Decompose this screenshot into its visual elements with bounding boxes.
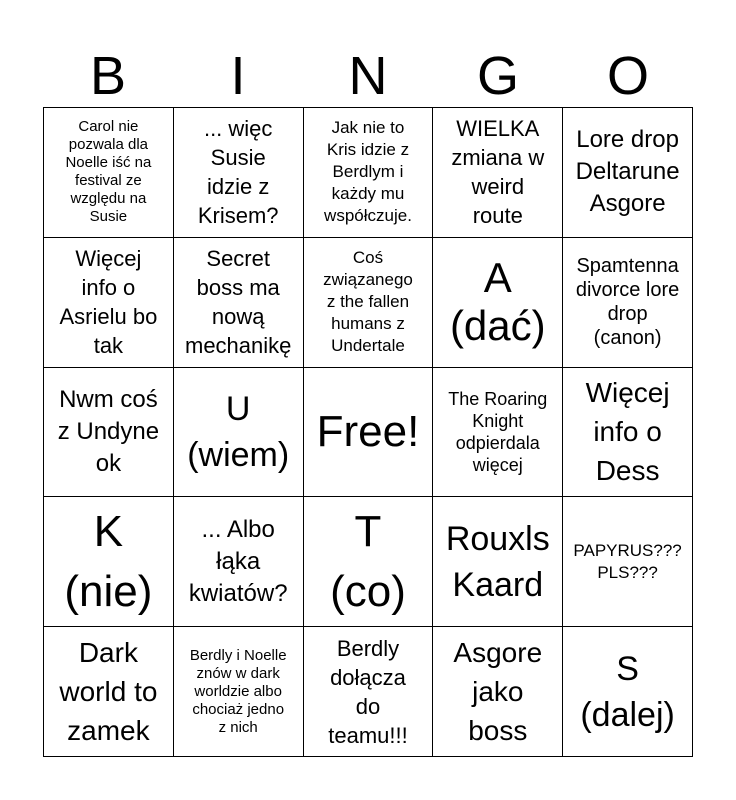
bingo-header [43, 44, 693, 108]
bingo-cell-r4-c2[interactable] [174, 497, 304, 627]
cell-text: Berdly i Noelle znów w dark worldzie albo chociaż jedno z nich [189, 646, 287, 736]
cell-text: The Roaring Knight odpierdala więcej [448, 388, 548, 475]
bingo-cell-r1-c4[interactable] [433, 108, 563, 238]
cell-text: Jak nie to Kris idzie z Berdlym i każdy mu współczuje. [324, 118, 412, 226]
bingo-cell-r2-c5[interactable] [563, 238, 693, 368]
bingo-cell-r1-c2[interactable] [174, 108, 304, 238]
bingo-cell-r2-c1[interactable] [44, 238, 174, 368]
bingo-cell-r3-c2[interactable] [174, 368, 304, 498]
bingo-cell-r3-c3[interactable] [304, 368, 434, 498]
cell-text: Lore drop Deltarune Asgore [575, 126, 680, 218]
bingo-cell-r4-c1[interactable] [44, 497, 174, 627]
cell-text: Spamtenna divorce lore drop (canon) [575, 255, 680, 350]
bingo-cell-r3-c1[interactable] [44, 368, 174, 498]
cell-text: ... Albo łąka kwiatów? [188, 515, 288, 607]
header-letter-o: O [606, 46, 649, 106]
bingo-cell-r4-c3[interactable] [304, 497, 434, 627]
bingo-cell-r1-c1[interactable] [44, 108, 174, 238]
cell-text: PAPYRUS??? PLS??? [573, 540, 682, 582]
bingo-cell-r1-c5[interactable] [563, 108, 693, 238]
cell-text: K (nie) [64, 506, 153, 616]
bingo-cell-r5-c1[interactable] [44, 627, 174, 757]
bingo-cell-r2-c3[interactable] [304, 238, 434, 368]
bingo-cell-r2-c2[interactable] [174, 238, 304, 368]
bingo-cell-r3-c4[interactable] [433, 368, 563, 498]
cell-text: WIELKA zmiana w weird route [451, 116, 545, 229]
bingo-cell-r3-c5[interactable] [563, 368, 693, 498]
bingo-cell-r4-c5[interactable] [563, 497, 693, 627]
cell-text: Secret boss ma nową mechanikę [185, 246, 292, 359]
cell-text: Nwm coś z Undyne ok [57, 385, 160, 477]
header-letter-i: I [230, 46, 246, 106]
cell-text: Więcej info o Asrielu bo tak [59, 246, 158, 359]
cell-text: U (wiem) [187, 389, 290, 474]
header-letter-n: N [348, 46, 388, 106]
cell-text: Rouxls Kaard [445, 519, 550, 604]
bingo-cell-r5-c5[interactable] [563, 627, 693, 757]
bingo-cell-r5-c4[interactable] [433, 627, 563, 757]
header-letter-b: B [89, 46, 127, 106]
cell-text: Berdly dołącza do teamu!!! [328, 635, 408, 748]
cell-text: Carol nie pozwala dla Noelle iść na festival ze względu na Susie [65, 118, 152, 226]
cell-text: A (dać) [449, 254, 546, 350]
cell-text: T (co) [330, 506, 406, 616]
cell-text: ... więc Susie idzie z Krisem? [197, 116, 279, 229]
cell-text: Dark world to zamek [59, 637, 158, 747]
bingo-cell-r1-c3[interactable] [304, 108, 434, 238]
cell-text: Więcej info o Dess [585, 377, 670, 487]
cell-text: Coś związanego z the fallen humans z Undertale [323, 248, 413, 356]
bingo-cell-r5-c2[interactable] [174, 627, 304, 757]
cell-text: S (dalej) [580, 649, 675, 734]
bingo-cell-r5-c3[interactable] [304, 627, 434, 757]
bingo-cell-r2-c4[interactable] [433, 238, 563, 368]
free-space-text: Free! [316, 406, 420, 456]
bingo-card-grid [43, 107, 693, 757]
bingo-cell-r4-c4[interactable] [433, 497, 563, 627]
cell-text: Asgore jako boss [453, 637, 543, 747]
header-letter-g: G [476, 46, 519, 106]
